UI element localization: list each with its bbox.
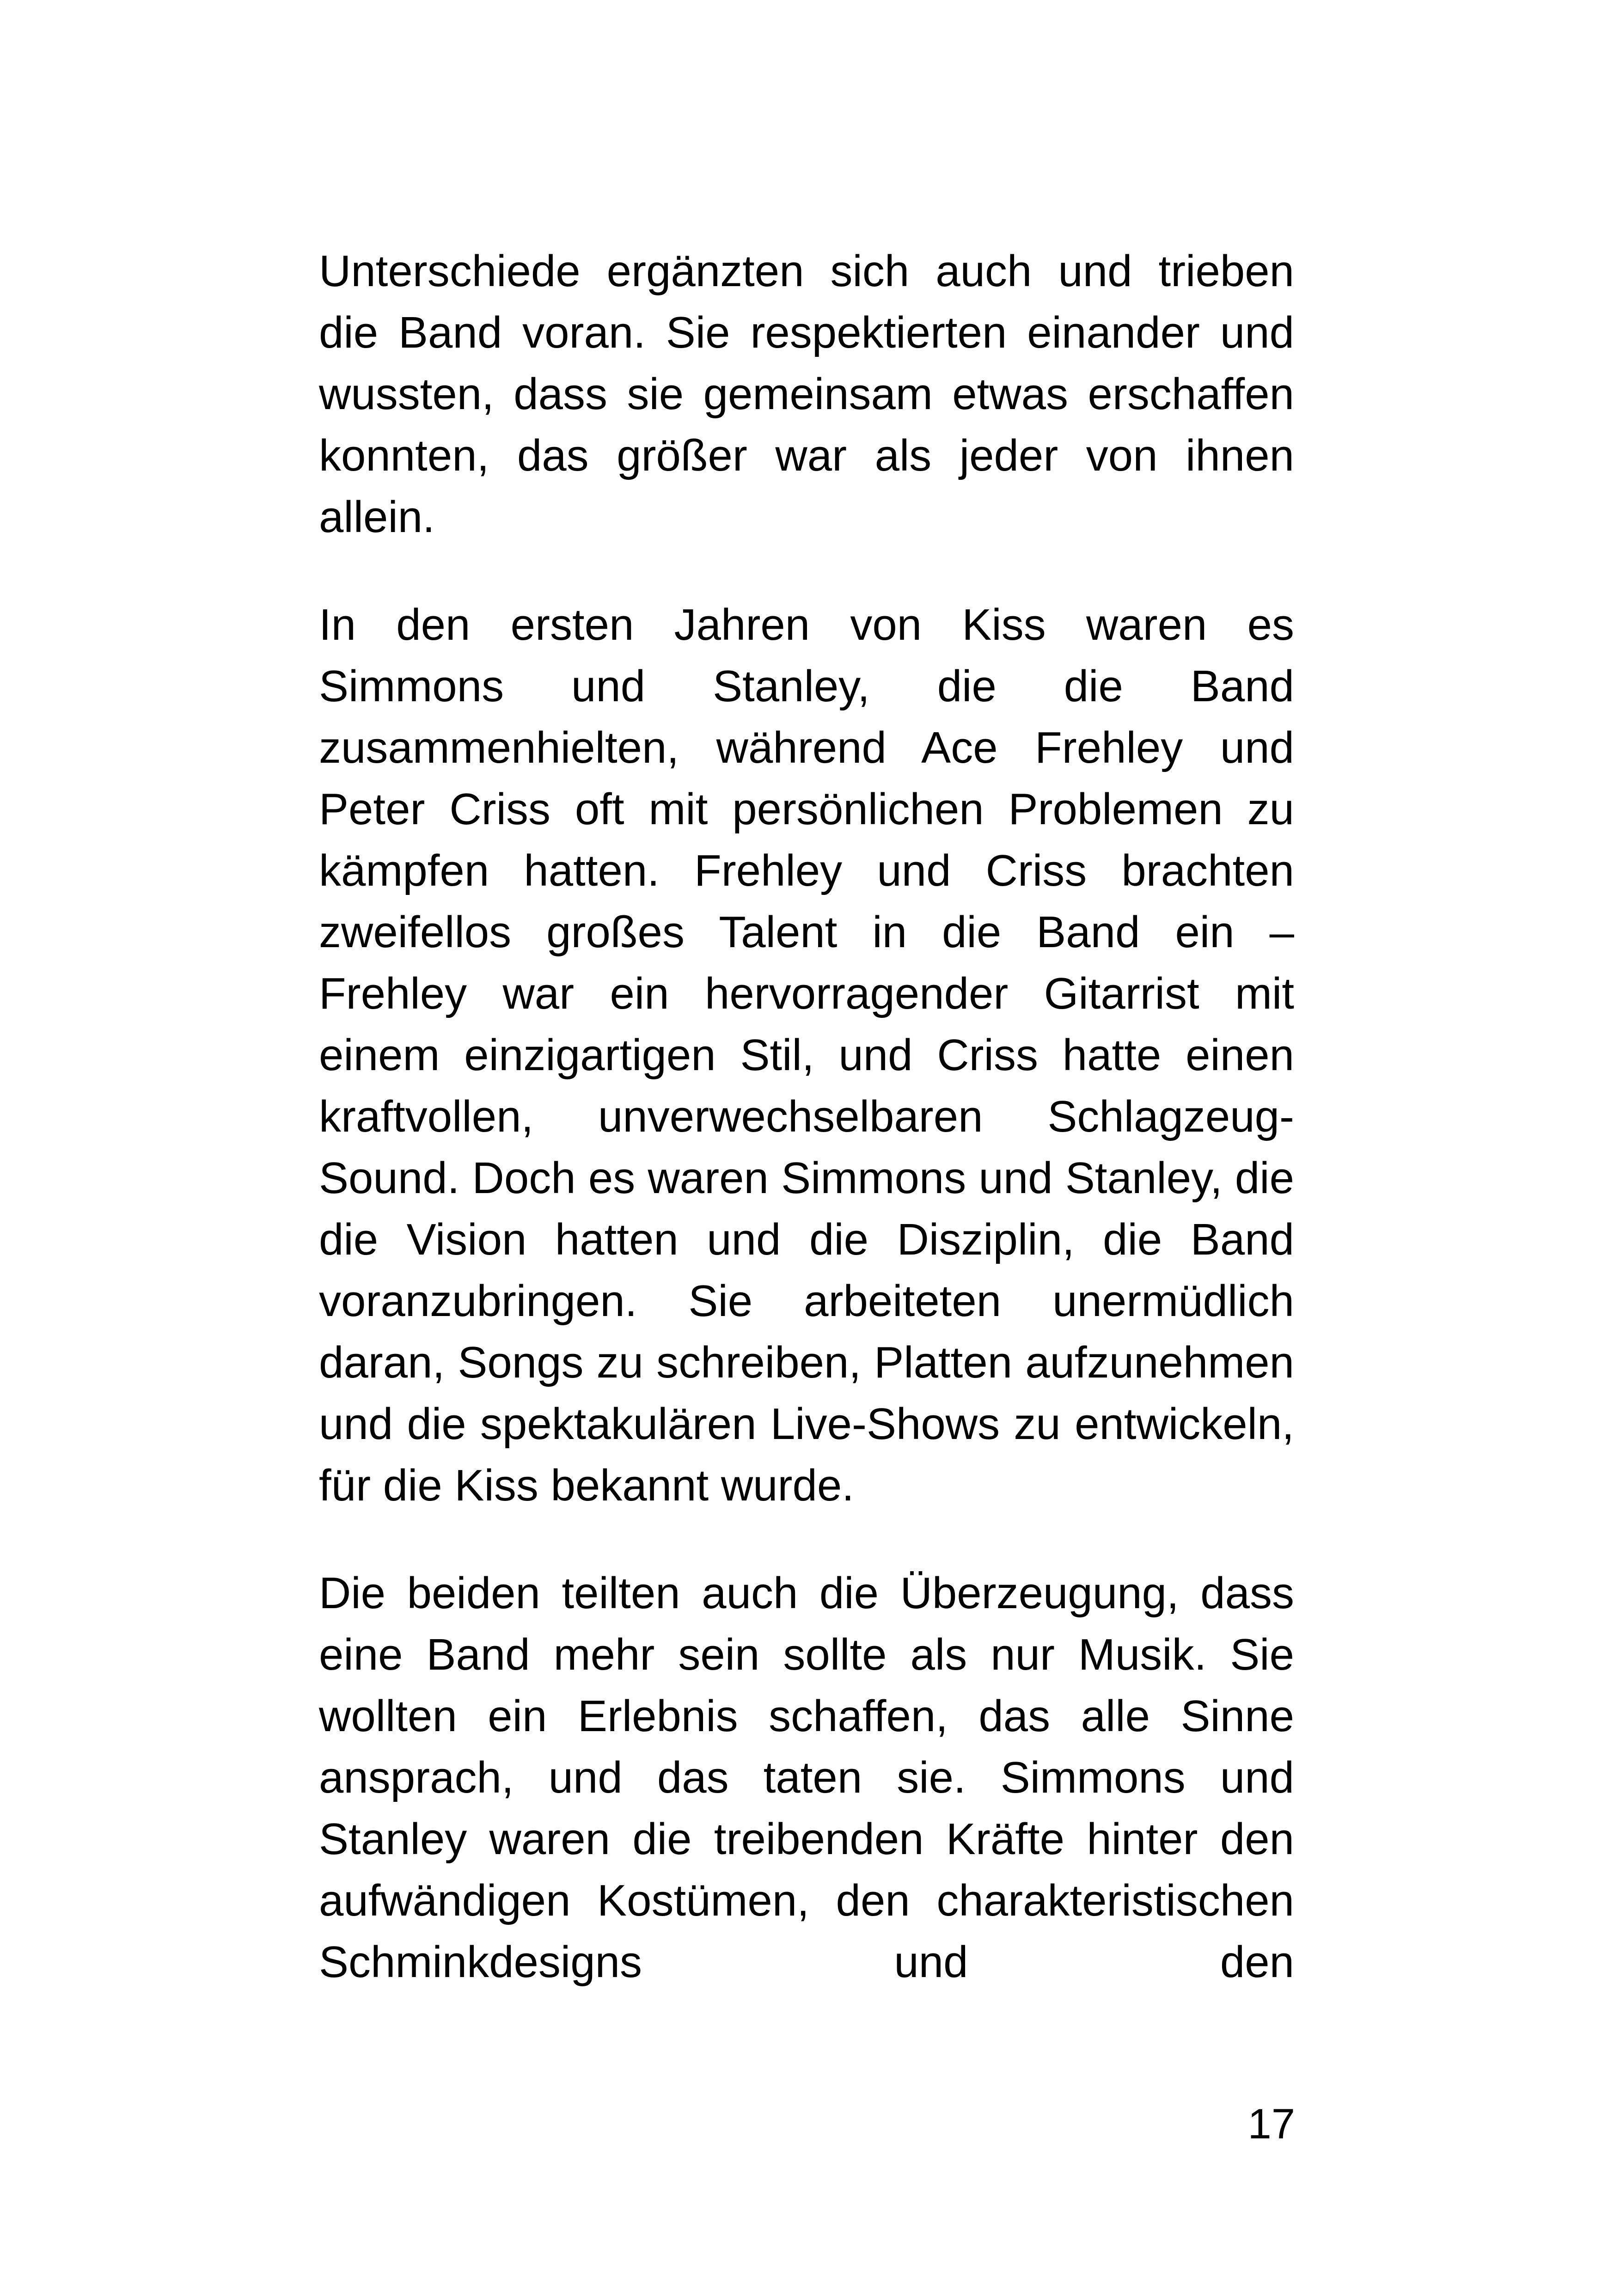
paragraph-1: Unterschiede ergänzten sich auch und trieben die Band voran. Sie respektierten einander und wussten, dass sie gemeinsam etwas erschaffen konnten, das größer war als jeder von ihnen allein. — [319, 246, 1294, 542]
paragraph-3: Die beiden teilten auch die Überzeugung, dass eine Band mehr sein sollte als nur Musik. Sie wollten ein Erlebnis schaffen, das alle Sinne ansprach, und das taten sie. Simmons und Stanley waren die treibenden Kräfte hinter den aufwändigen Kostümen, den charakteristischen Schminkdesigns und den — [319, 1568, 1294, 1987]
paragraph-2: In den ersten Jahren von Kiss waren es Simmons und Stanley, die die Band zusammenhielten, während Ace Frehley und Peter Criss oft mit persönlichen Problemen zu kämpfen hatten. Frehley und Criss brachten zweifellos großes Talent in die Band ein – Frehley war ein hervorragender Gitarrist mit einem einzigartigen Stil, und Criss hatte einen kraftvollen, unverwechselbaren Schlagzeug-Sound. Doch es waren Simmons und Stanley, die die Vision hatten und die Disziplin, die Band voranzubringen. Sie arbeiteten unermüdlich daran, Songs zu schreiben, Platten aufzunehmen und die spektakulären Live-Shows zu entwickeln, für die Kiss bekannt wurde. — [319, 600, 1294, 1510]
page-number: 17 — [1247, 2100, 1295, 2148]
body-text — [319, 240, 1294, 1993]
